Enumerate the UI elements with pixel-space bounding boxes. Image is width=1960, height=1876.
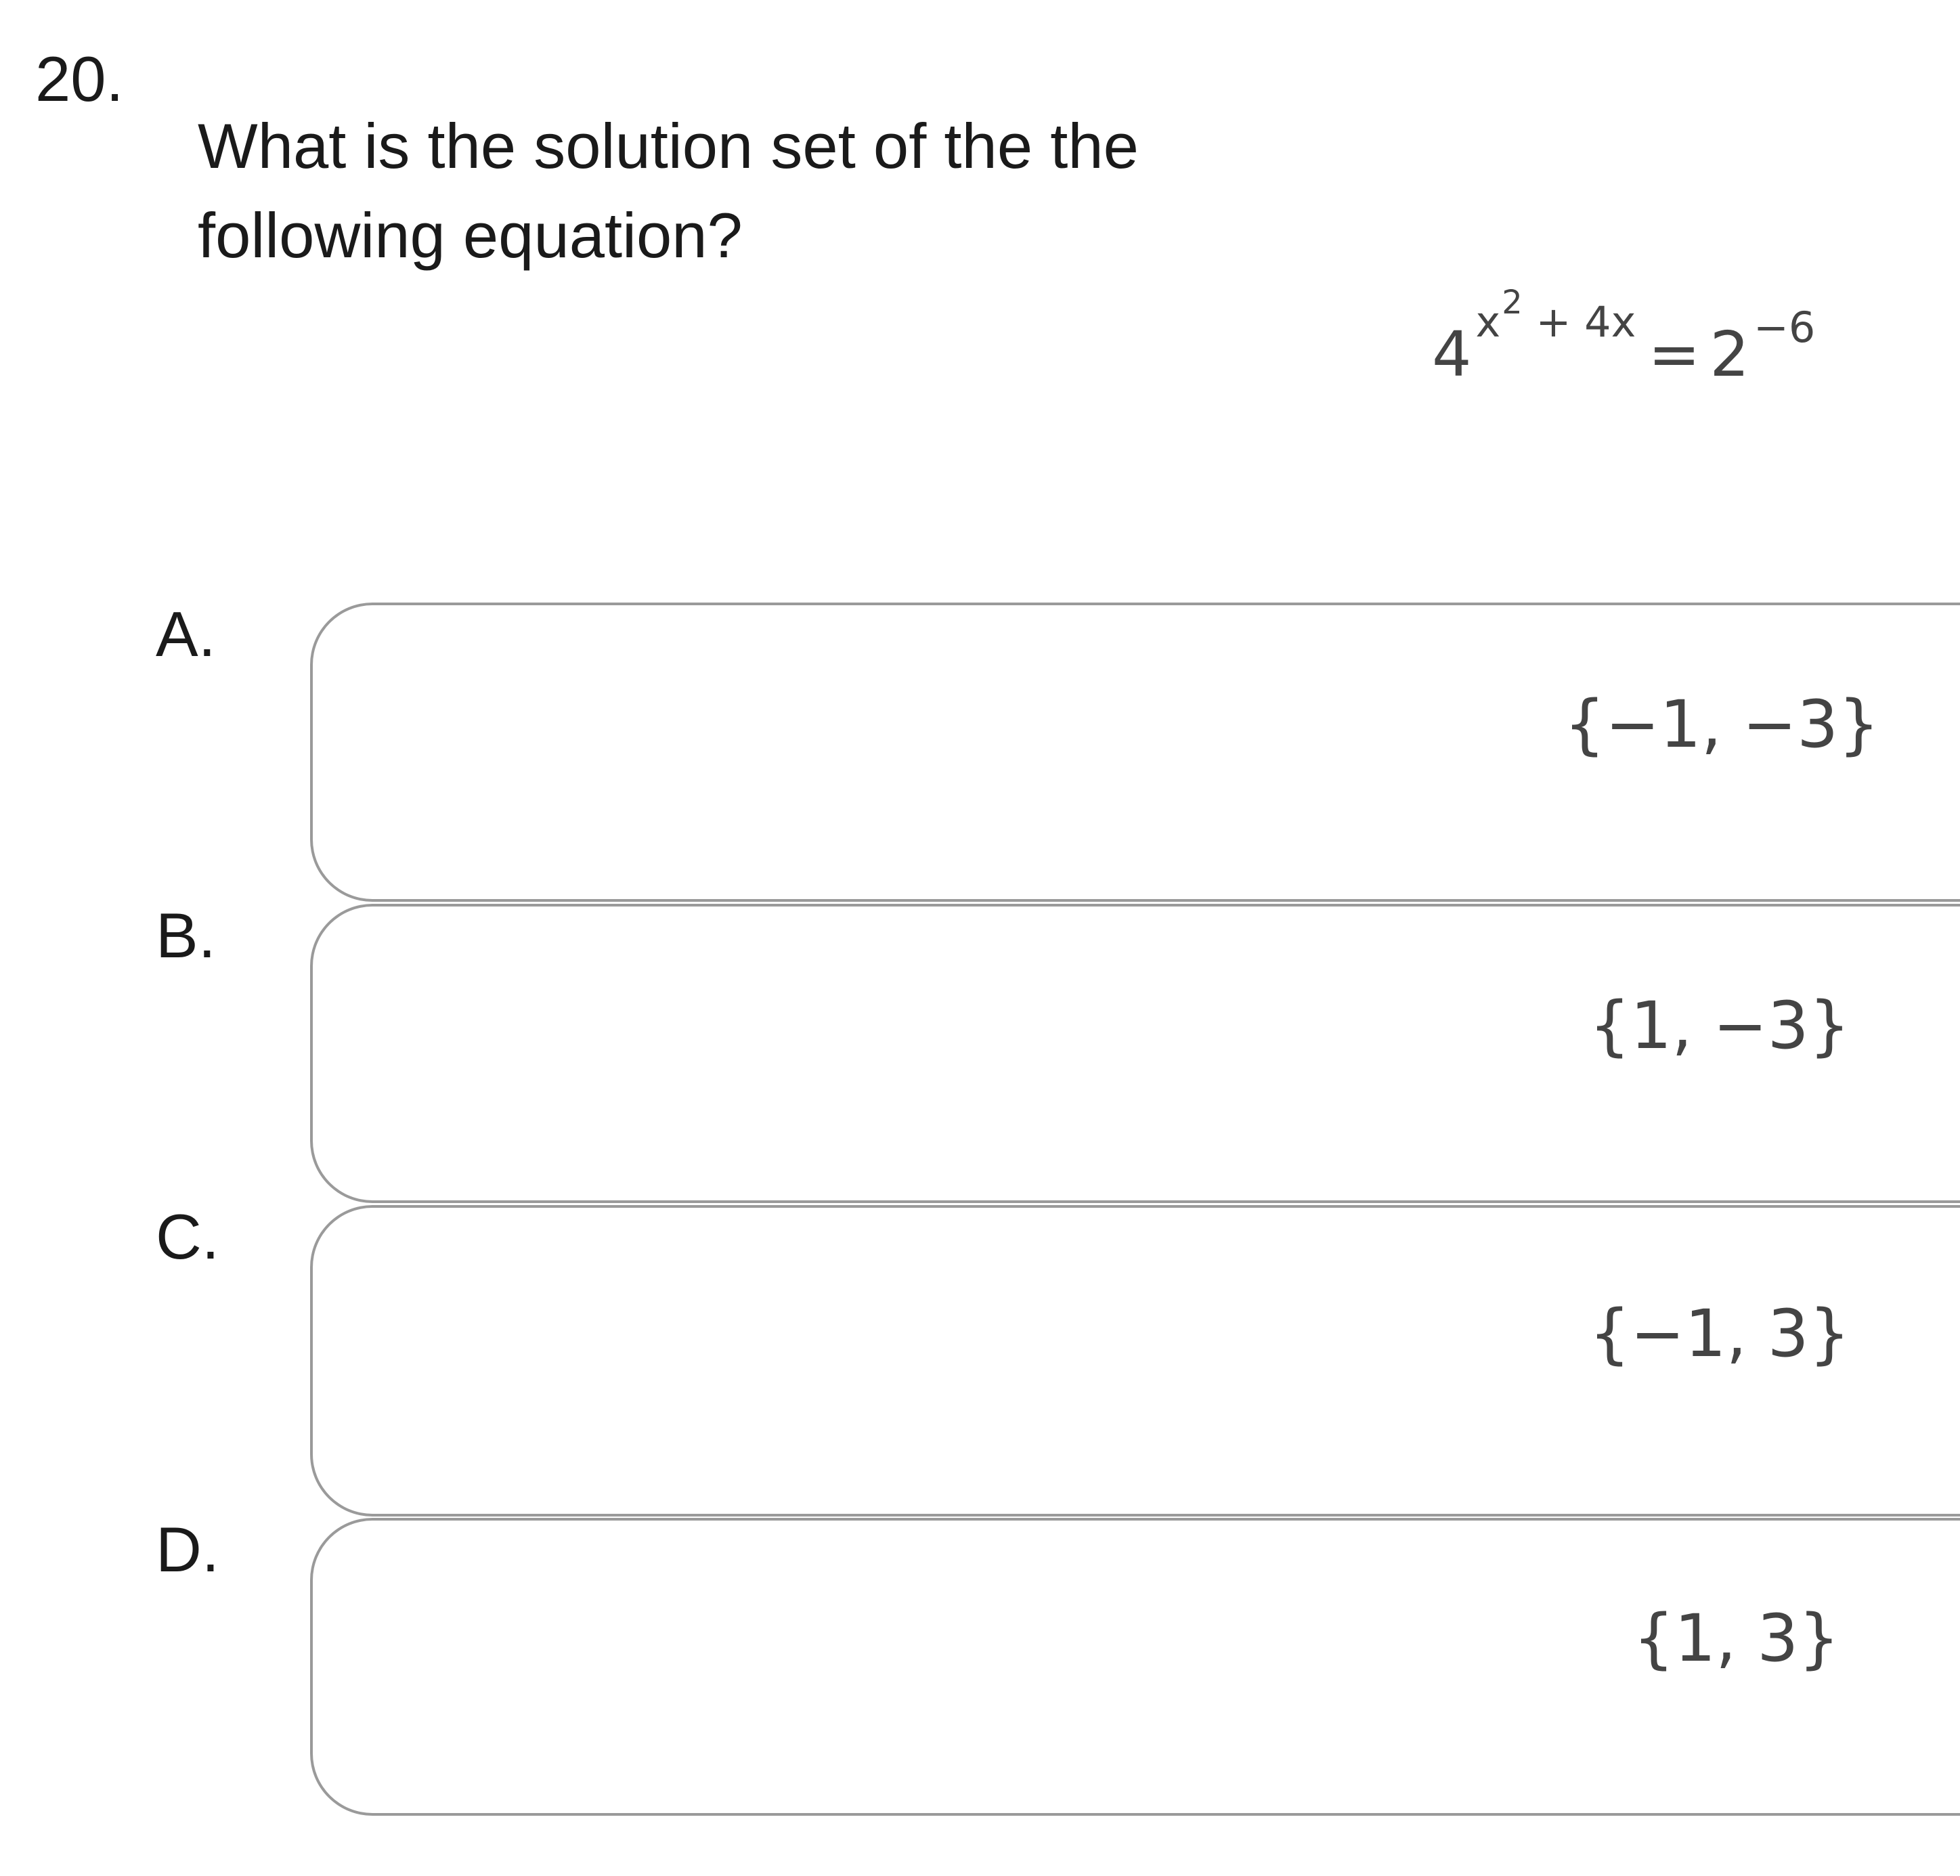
- question-number: 20.: [35, 43, 124, 114]
- equation-exponent-rest: + 4x: [1522, 297, 1636, 347]
- equation-exponent-var: x: [1475, 297, 1501, 347]
- choice-c-box[interactable]: [310, 1205, 1960, 1517]
- choice-d-box[interactable]: [310, 1518, 1960, 1816]
- equation-rhs-base: 2: [1709, 318, 1749, 391]
- choice-letter: C.: [156, 1201, 219, 1272]
- choice-a-box[interactable]: [310, 603, 1960, 902]
- choice-letter: B.: [156, 900, 216, 971]
- equation-exponent-square: 2: [1502, 284, 1523, 322]
- choice-letter: D.: [156, 1514, 219, 1585]
- question-text: What is the solution set of the the following equation?: [198, 110, 1139, 271]
- choice-letter: A.: [156, 598, 216, 670]
- choice-answer: {1, 3}: [1633, 1600, 1840, 1676]
- equation-equals: =: [1648, 318, 1701, 391]
- equation: [1432, 284, 1816, 391]
- equation-rhs-exponent: −6: [1753, 303, 1816, 352]
- equation-exponent: [1475, 284, 1636, 347]
- equation-base: 4: [1432, 318, 1472, 391]
- choice-answer: {−1, 3}: [1589, 1296, 1850, 1372]
- choice-answer: {1, −3}: [1589, 988, 1850, 1064]
- choice-b-box[interactable]: [310, 904, 1960, 1203]
- choice-answer: {−1, −3}: [1564, 686, 1880, 762]
